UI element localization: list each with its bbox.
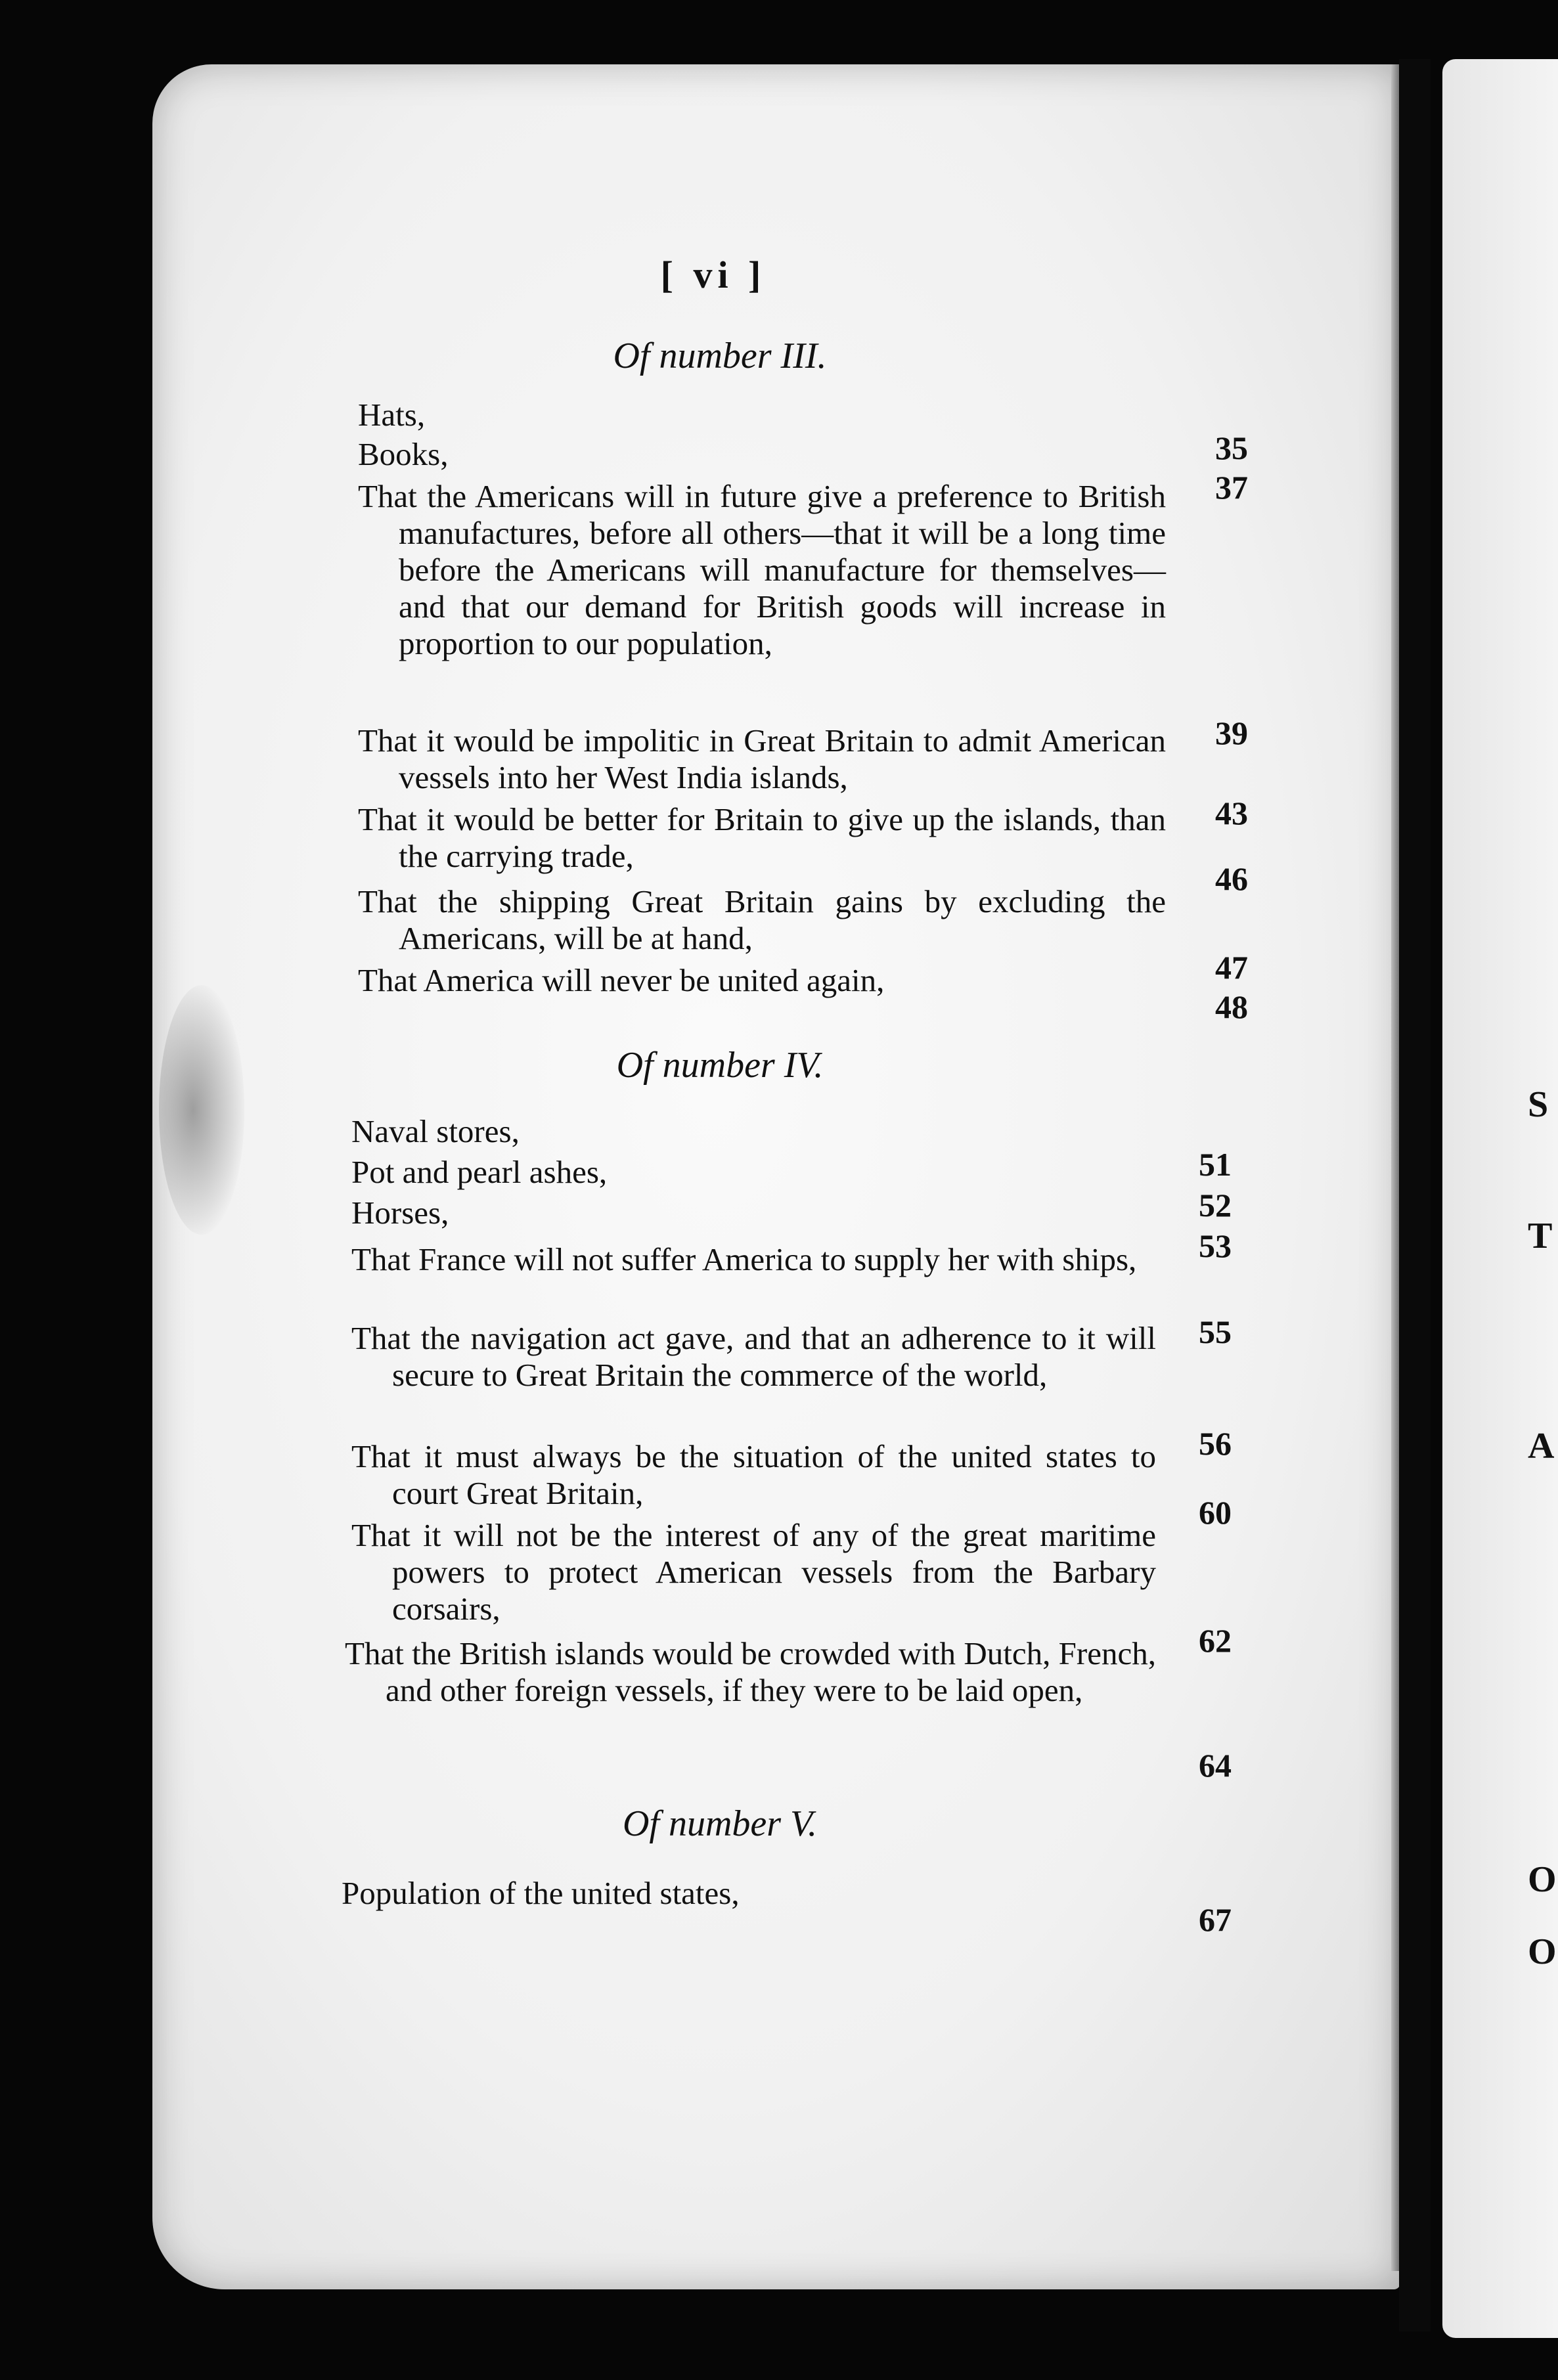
water-stain bbox=[159, 985, 244, 1235]
entry-text: Pot and pearl ashes, bbox=[351, 1154, 608, 1190]
entry-text: That the British islands would be crowded with Dutch, French, and other foreign vessels, if they were to be laid open, bbox=[345, 1635, 1156, 1708]
entry-page-number: 62 bbox=[1199, 1622, 1232, 1659]
toc-entry bbox=[342, 1875, 1232, 1938]
entry-text: That it would be better for Britain to give up the islands, than the carrying trade, bbox=[358, 801, 1166, 874]
entry-text: Population of the united states, bbox=[342, 1875, 740, 1911]
entry-text: That the Americans will in future give a preference to British manufactures, before all others—that it will be a long time before the Americans will manufacture for themselves—and that our demand for British goods will increase in proportion to our population, bbox=[358, 478, 1166, 661]
entry-page-number: 46 bbox=[1215, 860, 1248, 897]
entry-text: Books, bbox=[358, 436, 449, 472]
entry-page-number: 67 bbox=[1199, 1901, 1232, 1938]
entry-text: Hats, bbox=[358, 397, 426, 433]
entry-text: That America will never be united again, bbox=[358, 962, 885, 998]
section-heading: Of number V. bbox=[622, 1803, 818, 1844]
section-heading: Of number III. bbox=[613, 336, 827, 376]
entry-page-number: 43 bbox=[1215, 795, 1248, 831]
entry-text: That the shipping Great Britain gains by excluding the Americans, will be at hand, bbox=[358, 883, 1166, 956]
toc-entry bbox=[351, 1517, 1232, 1659]
entry-text: That the navigation act gave, and that an adherence to it will secure to Great Britain the commerce of the world, bbox=[351, 1320, 1156, 1393]
facing-page-glyph: O bbox=[1528, 1859, 1557, 1900]
entry-text: That it would be impolitic in Great Britain to admit American vessels into her West India islands, bbox=[358, 722, 1166, 795]
entry-page-number: 47 bbox=[1215, 949, 1248, 986]
entry-text: That it must always be the situation of the united states to court Great Britain, bbox=[351, 1438, 1156, 1511]
book-spine bbox=[1399, 59, 1431, 2331]
facing-page-glyph: A bbox=[1528, 1426, 1555, 1466]
entry-page-number: 37 bbox=[1215, 469, 1248, 506]
page-header: [ vi ] bbox=[660, 253, 767, 296]
entry-page-number: 51 bbox=[1199, 1146, 1232, 1183]
entry-page-number: 52 bbox=[1199, 1187, 1232, 1223]
entry-text: That it will not be the interest of any of the great maritime powers to protect American vessels from the Barbary corsairs, bbox=[351, 1517, 1156, 1627]
entry-page-number: 39 bbox=[1215, 715, 1248, 751]
entry-page-number: 60 bbox=[1199, 1494, 1232, 1531]
facing-page-glyph: S bbox=[1528, 1084, 1549, 1125]
entry-page-number: 53 bbox=[1199, 1227, 1232, 1264]
facing-page bbox=[1442, 59, 1558, 2338]
entry-page-number: 56 bbox=[1199, 1425, 1232, 1462]
entry-page-number: 55 bbox=[1199, 1313, 1232, 1350]
entry-page-number: 48 bbox=[1215, 988, 1248, 1025]
entry-text: Naval stores, bbox=[351, 1113, 520, 1149]
facing-page-glyph: O bbox=[1528, 1931, 1557, 1972]
entry-text: Horses, bbox=[351, 1195, 449, 1231]
section-heading: Of number IV. bbox=[616, 1045, 824, 1086]
entry-page-number: 35 bbox=[1215, 430, 1248, 466]
entry-text: That France will not suffer America to supply her with ships, bbox=[351, 1241, 1137, 1277]
facing-page-glyph: T bbox=[1528, 1216, 1553, 1256]
entry-page-number: 64 bbox=[1199, 1747, 1232, 1784]
